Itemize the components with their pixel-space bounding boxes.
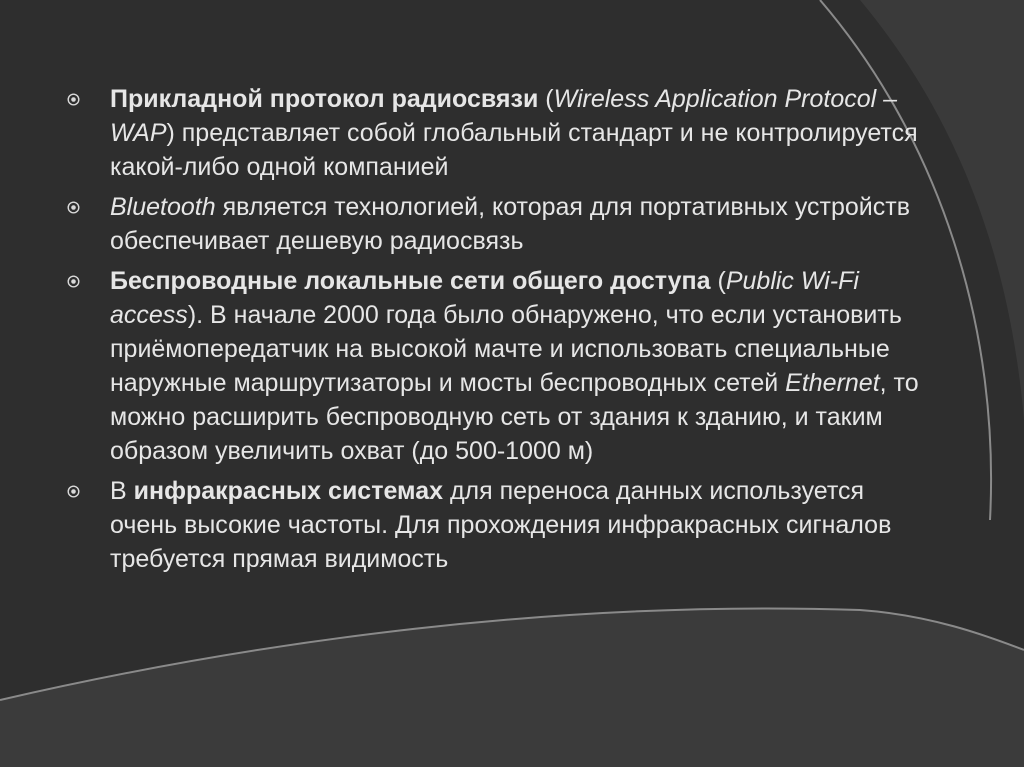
bullet-item: [64, 82, 924, 184]
bullet-item: [64, 264, 924, 468]
bullet-list: [64, 82, 924, 582]
text-run: , то можно расширить беспроводную сеть от здания к зданию, и таким образом увеличить охват (до 500-1000 м): [110, 369, 919, 465]
text-run: инфракрасных системах: [133, 477, 443, 505]
circled-dot-icon: [67, 485, 80, 498]
circled-dot-icon: [67, 275, 80, 288]
bullet-text: [110, 474, 924, 576]
circled-dot-icon: [67, 201, 80, 214]
text-run: для переноса данных используется очень высокие частоты. Для прохождения инфракрасных сигналов требуется прямая видимость: [110, 477, 892, 573]
text-run: Беспроводные локальные сети общего доступа: [110, 267, 711, 295]
bullet-item: [64, 190, 924, 258]
bullet-text: [110, 82, 924, 184]
bullet-text: [110, 190, 924, 258]
text-run: ). В начале 2000 года было обнаружено, что если установить приёмопередатчик на высокой мачте и использовать специальные наружные маршрутизаторы и мосты беспроводных сетей: [110, 301, 902, 397]
text-run: Wireless Application Protocol – WAP: [110, 85, 898, 147]
text-run: является технологией, которая для портативных устройств обеспечивает дешевую радиосвязь: [110, 193, 910, 255]
text-run: Ethernet: [785, 369, 880, 397]
circled-dot-icon: [67, 93, 80, 106]
bullet-item: [64, 474, 924, 576]
bullet-text: [110, 264, 924, 468]
text-run: Bluetooth: [110, 193, 216, 221]
text-run: (: [538, 85, 554, 113]
text-run: (: [710, 267, 726, 295]
text-run: В: [110, 477, 134, 505]
text-run: ) представляет собой глобальный стандарт и не контролируется какой-либо одной компанией: [110, 119, 918, 181]
text-run: Прикладной протокол радиосвязи: [110, 85, 539, 113]
text-run: Public Wi-Fi access: [110, 267, 859, 329]
